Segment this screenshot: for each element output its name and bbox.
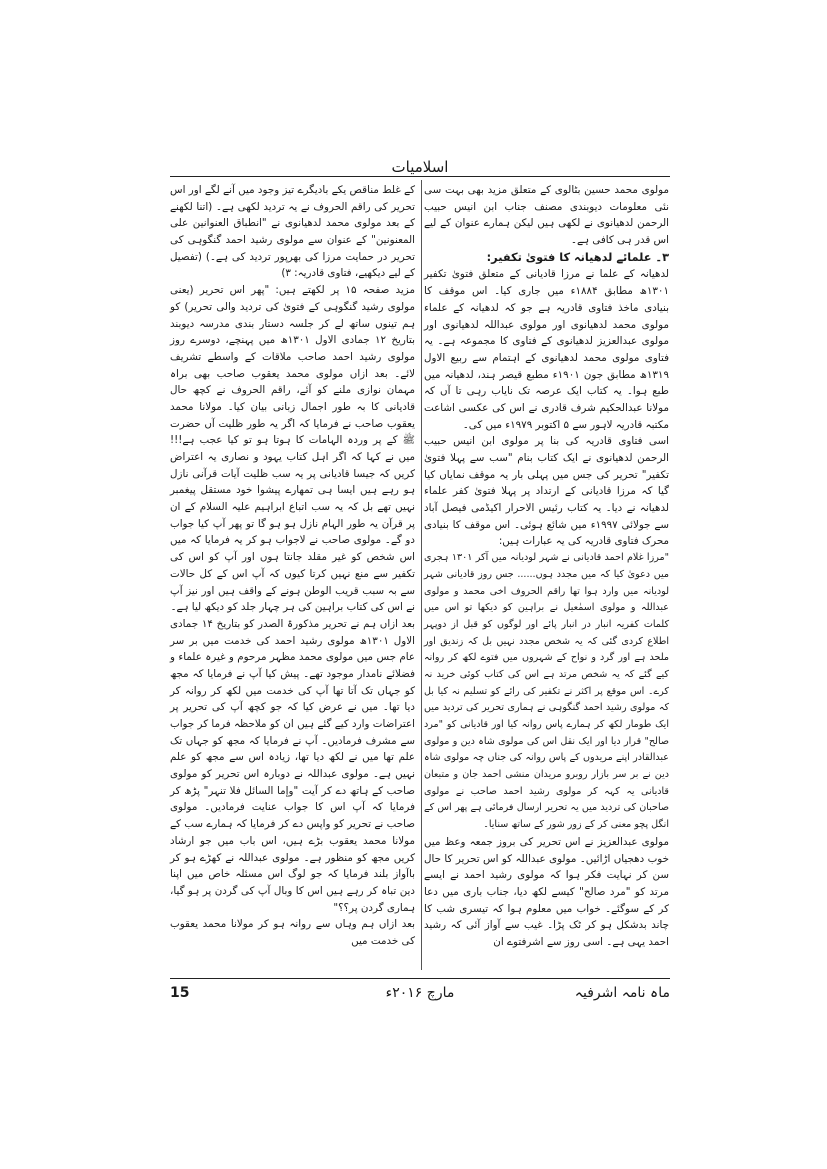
paragraph: مزید صفحہ ۱۵ پر لکھتے ہیں: "پھر اس تحریر (یعنی مولوی رشید گنگوہی کے فتویٰ کی تردید والی تحریر) کو ہم تینوں ساتھ لے کر جلسہ دستار بندی مدرسہ دیوبند بتاریخ ۱۲ جمادی الاول ۱۳۰۱ھ میں پہنچے، دوسرے روز مولوی رشید احمد صاحب ملاقات کے واسطے تشریف لائے۔ بعد ازاں مولوی محمد یعقوب صاحب بھی براہ مہمان نوازی ملنے کو آئے، راقم الحروف نے کچھ حال قادیانی کا بہ طور اجمال زبانی بیان کیا۔ مولانا محمد یعقوب صاحب نے فرمایا کہ اگر یہ طور ظلیت آں حضرت ﷺ کے پر وردہ الہامات کا ہوتا ہو تو کیا عجب ہے!!! میں نے کہا کہ اگر اہل کتاب یہود و نصاری یہ اعتراض کریں کہ جیسا قادیانی پر یہ سب ظلیت آیات قرآنی نازل ہو رہے ہیں ایسا ہی تمھارے پیشوا خود مستقل پیغمبر نہیں تھے بل کہ یہ سب اتباع ابراہیم علیہ السلام کے ان پر قرآن یہ طور الہام نازل ہو ہو گا تو پھر آپ کیا جواب دو گے۔ مولوی صاحب نے لاجواب ہو کر یہ فرمایا کہ میں اس شخص کو غیر مقلد جانتا ہوں اور آپ کو اس کی تکفیر سے منع نہیں کرتا کیوں کہ آپ اس کے کل حالات سے بہ سبب قریب الوطن ہونے کے واقف ہیں اور نیز آپ نے اس کی کتاب براہین کی ہر چہار جلد کو دیکھ لیا ہے۔ [170,284,415,614]
paragraph: مولوی عبدالعزیز نے اس تحریر کی بروز جمعہ وعظ میں خوب دھجیاں اڑائیں۔ مولوی عبداللہ کو اس تحریر کا حال سن کر نہایت فکر ہوا کہ مولوی رشید احمد نے ایسے مرتد کو "مرد صالح" کیسے لکھ دیا، جناب باری میں دعا کر کے سوگئے۔ خواب میں معلوم ہوا کہ تیسری شب کا چاند بدشکل ہو کر ٹک پڑا۔ غیب سے آواز آئی کہ رشید احمد یہی ہے۔ اسی روز سے اشرفتوے ان [424,835,669,948]
page-number: 15 [170,985,190,1001]
paragraph: کے غلط مناقص یکے بادیگرے تیز وجود میں آنے لگے اور اس تحریر کی راقم الحروف نے یہ تردید لکھی ہے۔ (اتنا لکھنے کے بعد مولوی محمد لدھیانوی نے "انطباق العنوانین علی المعنونین" کے عنوان سے مولوی رشید احمد گنگوہی کی تحریر در حمایت مرزا کی بھرپور تردید کی ہے۔) (تفصیل کے لیے دیکھیے، فتاوی قادریہ: ۳) [170,184,415,280]
running-footer [170,985,670,1011]
footer-rule [170,978,670,979]
paragraph: لدھیانہ کے علما نے مرزا قادیانی کے متعلق فتویٰ تکفیر ۱۳۰۱ھ مطابق ۱۸۸۴ء میں جاری کیا۔ اس موقف کا بنیادی ماخذ فتاوی قادریہ ہے جو کہ لدھیانہ کے علماء مولوی محمد لدھیانوی اور مولوی عبداللہ لدھیانوی اور مولوی عبدالعزیز لدھیانوی کے فتاوی کا مجموعہ ہے۔ یہ فتاوی مولوی محمد لدھیانوی کے اہتمام سے ربیع الاول ۱۳۱۹ھ مطابق جون ۱۹۰۱ء مطبع قیصر ہند، لدھیانہ میں طبع ہوا۔ یہ کتاب ایک عرصہ تک نایاب رہی تا آں کہ مولانا عبدالحکیم شرف قادری نے اس کی عکسی اشاعت مکتبہ قادریہ لاہور سے ۵ اکتوبر ۱۹۷۹ء میں کی۔ [424,268,669,431]
quotation: "مرزا غلام احمد قادیانی نے شہر لودیانہ میں آکر ۱۳۰۱ ہجری میں دعویٰ کیا کہ میں مجدد ہوں...... جس روز قادیانی شہر لودیانہ میں وارد ہوا تھا راقم الحروف اخی محمد و مولوی عبداللہ و مولوی اسمٰعیل نے براہین کو دیکھا تو اس میں کلمات کفریہ انبار در انبار پائے اور لوگوں کو قبل از دوپہر اطلاع کردی گئی کہ یہ شخص مجدد نہیں بل کہ زندیق اور ملحد ہے اور گرد و نواح کے شہروں میں فتوے لکھ کر روانہ کیے گئے کہ یہ شخص مرتد ہے اس کی کتاب کوئی خرید نہ کرے۔ اس موقع پر اکثر نے تکفیر کی رائے کو تسلیم نہ کیا بل کہ مولوی رشید احمد گنگوہی نے ہماری تحریر کی تردید میں ایک طومار لکھ کر ہمارے پاس روانہ کیا اور قادیانی کو "مرد صالح" قرار دیا اور ایک نقل اس کی مولوی شاہ دین و مولوی عبدالقادر اپنے مریدوں کے پاس روانہ کی جناں چہ مولوی شاہ دین نے بر سر بازار روبرو مریدان منشی احمد جان و متبعان قادیانی یہ کہہ کر مولوی رشید احمد صاحب نے مولوی صاحبان کی تردید میں یہ تحریر ارسال فرمائی ہے پھر اس کے انگل پچو معنی کر کے زور شور کے ساتھ سنایا۔ [424,552,669,831]
left-column [170,182,415,950]
paragraph: مولوی محمد حسین بٹالوی کے متعلق مزید بھی بہت سی نئی معلومات دیوبندی مصنف جناب ابن انیس حبیب الرحمن لدھیانوی نے لکھی ہیں لیکن ہمارے عنوان کے لیے اس قدر ہی کافی ہے۔ [424,184,669,247]
issue-date: مارچ ۲۰۱۶ء [385,985,455,1001]
magazine-name: ماہ نامہ اشرفیہ [574,985,670,1001]
paragraph: بعد ازاں ہم وہاں سے روانہ ہو کر مولانا محمد یعقوب کی خدمت میں [170,918,415,947]
paragraph: اسی فتاوی قادریہ کی بنا پر مولوی ابن انیس حبیب الرحمن لدھیانوی نے ایک کتاب بنام "سب سے پہلا فتویٰ تکفیر" تحریر کی جس میں پہلی بار یہ موقف نمایاں کیا گیا کہ مرزا قادیانی کے ارتداد پر پہلا فتویٰ کفر علماء لدھیانہ نے دیا۔ یہ کتاب رئیس الاحرار اکیڈمی فیصل آباد سے جولائی ۱۹۹۷ء میں شائع ہوئی۔ اس موقف کا بنیادی محرک فتاوی قادریہ کی یہ عبارات ہیں: [424,435,669,548]
running-header: اسلامیات [391,158,449,176]
header-rule [170,176,670,177]
right-column [424,182,669,951]
column-divider [421,180,422,970]
section-heading: ۳۔ علمائے لدھیانہ کا فتویٰ تکفیر: [486,249,669,264]
paragraph: بعد ازاں ہم نے تحریر مذکورۃ الصدر کو بتاریخ ۱۴ جمادی الاول ۱۳۰۱ھ مولوی رشید احمد کی خدمت میں بر سر عام جس میں مولوی محمد مظہر مرحوم و غیرہ علماء و فضلائے نامدار موجود تھے۔ پیش کیا آپ نے فرمایا کہ مجھ کو جہاں تک آتا تھا آپ کی خدمت میں لکھ کر روانہ کر دیا تھا۔ میں نے عرض کیا کہ جو کچھ آپ کی تحریر پر اعتراضات وارد کیے گئے ہیں ان کو ملاحظہ فرما کر جواب سے مشرف فرمادیں۔ آپ نے فرمایا کہ مجھ کو جہاں تک علم تھا میں نے لکھ دیا تھا، زیادہ اس سے مجھ کو علم نہیں ہے۔ مولوی عبداللہ نے دوبارہ اس تحریر کو مولوی صاحب کے ہاتھ دے کر آیت "وإما السائل فلا تنہر" پڑھ کر فرمایا کہ آپ اس کا جواب عنایت فرمادیں۔ مولوی صاحب نے تحریر کو واپس دے کر فرمایا کہ ہمارے سب کے مولانا محمد یعقوب بڑے ہیں، اس باب میں جو ارشاد کریں مجھ کو منظور ہے۔ مولوی عبداللہ نے کھڑے ہو کر باآواز بلند فرمایا کہ جو لوگ اس مسئلہ خاص میں اپنا دین تباہ کر رہے ہیں اس کا وبال آپ کی گردن پر ہو گیا، ہماری گردن پر؟؟" [170,617,416,914]
